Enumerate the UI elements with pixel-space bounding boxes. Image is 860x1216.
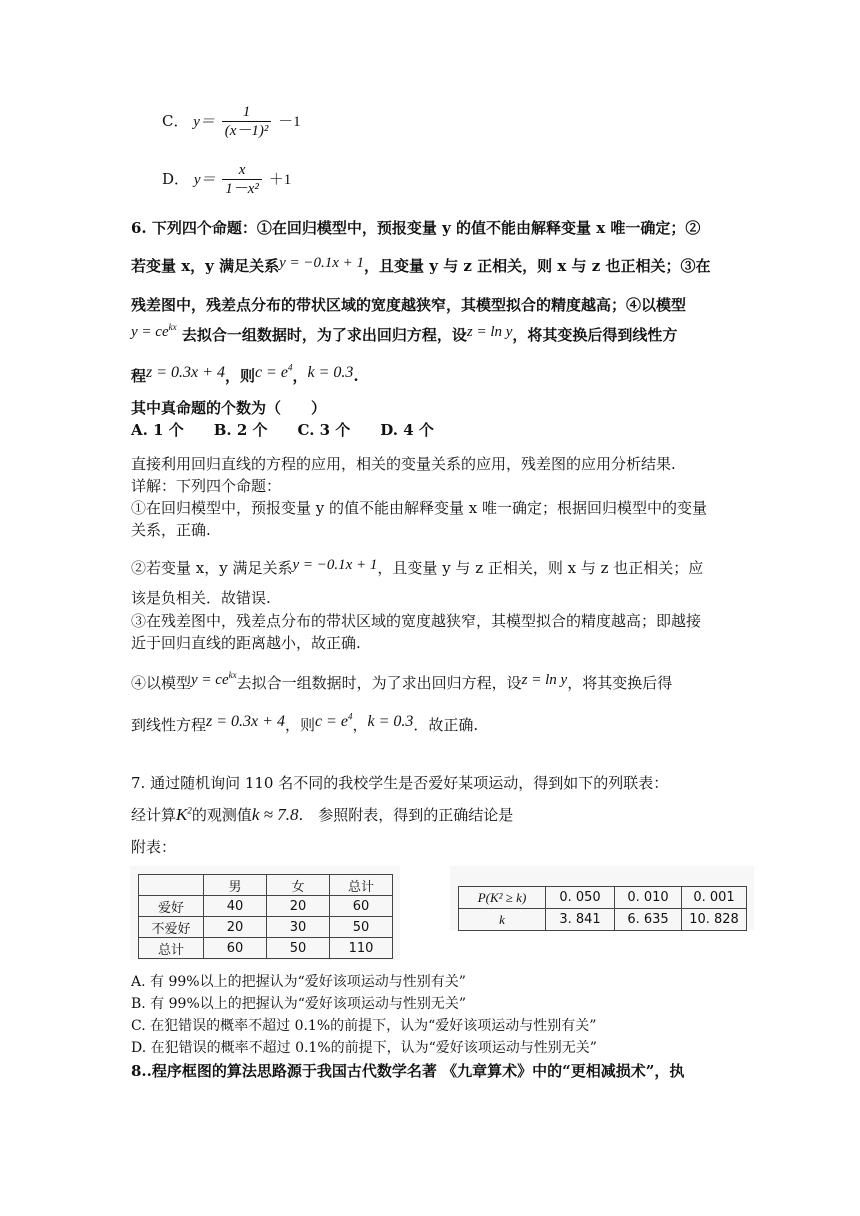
sol6-s8: 近于回归直线的距离越小，故正确.	[131, 634, 361, 652]
q7-l2b: 的观测值	[191, 806, 252, 824]
table-row	[459, 909, 747, 931]
q6-line-1: 6. 下列四个命题：①在回归模型中，预报变量 y 的值不能由解释变量 x 唯一确定；②	[131, 219, 701, 237]
table-cell: 0. 010	[615, 887, 682, 909]
table-cell: 女	[267, 875, 330, 896]
table-row	[139, 896, 393, 917]
critical-value-table	[458, 886, 747, 931]
table-cell: 60	[204, 938, 267, 959]
table-cell: P(K² ≥ k)	[459, 887, 546, 909]
table-cell: 20	[267, 896, 330, 917]
q7-k2-base: K	[176, 805, 188, 824]
table-cell: 总计	[330, 875, 393, 896]
sol6-s1: 直接利用回归直线的方程的应用，相关的变量关系的应用，残差图的应用分析结果.	[131, 455, 676, 473]
sol6-eq-linear: z = 0.3x + 4	[206, 713, 285, 730]
q6-eq-model	[131, 324, 177, 340]
table-row	[139, 917, 393, 938]
table-cell: 60	[330, 896, 393, 917]
table-cell: 0. 001	[682, 887, 747, 909]
q6-eq-model-exp: kx	[168, 322, 177, 332]
option-c-lhs: y＝	[193, 114, 215, 130]
table-cell: 6. 635	[615, 909, 682, 931]
option-d-tail: ＋1	[268, 172, 292, 188]
sol6-s9	[131, 670, 673, 694]
sol6-s7: ③在残差图中，残差点分布的带状区域的宽度越狭窄，其模型拟合的精度越高；即越接	[131, 612, 702, 630]
sol6-s9a: ④以模型	[131, 674, 192, 692]
sol6-s2: 详解：下列四个命题：	[131, 477, 282, 495]
option-c-tail: －1	[278, 114, 301, 130]
q6-l5a: 程	[131, 367, 147, 385]
sol6-s10d: ．故正确.	[413, 716, 479, 734]
q7-k-approx: k ≈ 7.8	[251, 805, 299, 824]
q6-eq-model-base: y = ce	[131, 324, 169, 340]
q6-l2b: ，且变量 y 与 z 正相关，则 x 与 z 也正相关；③在	[364, 257, 711, 275]
q7-l2c: . 参照附表，得到的正确结论是	[298, 806, 514, 824]
q6-l4a: 去拟合一组数据时，为了求出回归方程，设	[181, 326, 467, 344]
option-d-label: D．	[162, 170, 190, 188]
table-cell: 50	[330, 917, 393, 938]
sol6-eq-c-base: c = e	[314, 713, 348, 730]
option-c-denominator: (x－1)²	[222, 121, 272, 140]
table-cell: 3. 841	[546, 909, 615, 931]
q6-l5d: .	[353, 367, 359, 385]
sol6-eq-model-base: y = ce	[191, 672, 229, 688]
q6-l2a: 若变量 x，y 满足关系	[131, 257, 280, 275]
q6-eq-c-exp: 4	[287, 362, 293, 373]
q7-option-c: C. 在犯错误的概率不超过 0.1%的前提下，认为“爱好该项运动与性别有关”	[131, 1018, 597, 1034]
sol6-eq-model-exp: kx	[228, 670, 237, 680]
q6-choices: A. 1 个 B. 2 个 C. 3 个 D. 4 个	[131, 421, 434, 439]
q6-eq-k: k = 0.3	[307, 364, 354, 381]
q7-l2a: 经计算	[131, 806, 177, 824]
sol6-eq-c-exp: 4	[347, 711, 353, 722]
q6-line-5	[131, 362, 359, 387]
table-cell: 30	[267, 917, 330, 938]
q7-option-a: A. 有 99%以上的把握认为“爱好该项运动与性别有关”	[131, 974, 466, 990]
q6-line-2	[131, 256, 711, 277]
table-cell: 10. 828	[682, 909, 747, 931]
table-cell: 20	[204, 917, 267, 938]
sol6-s10a: 到线性方程	[131, 716, 207, 734]
sol6-eq-c	[315, 713, 353, 730]
table-cell: 40	[204, 896, 267, 917]
table-row	[139, 875, 393, 896]
q6-eq-y: y = −0.1x + 1	[279, 255, 365, 271]
table-cell: 不爱好	[139, 917, 204, 938]
q8-line-1: 8..程序框图的算法思路源于我国古代数学名著 《九章算术》中的“更相减损术”，执	[131, 1062, 685, 1080]
sol6-s3: ①在回归模型中，预报变量 y 的值不能由解释变量 x 唯一确定；根据回归模型中的变量	[131, 499, 708, 517]
sol6-s10c: ，	[352, 716, 368, 734]
option-d	[162, 162, 291, 198]
option-d-numerator: x	[238, 162, 246, 178]
sol6-s9c: ，将其变换后得	[567, 674, 673, 692]
option-c-label: C．	[162, 112, 189, 130]
option-d-fraction	[222, 162, 262, 198]
q6-eq-z: z = ln y	[466, 324, 513, 340]
q7-line-3: 附表：	[131, 838, 177, 856]
sol6-eq-y: y = −0.1x + 1	[292, 557, 378, 573]
sol6-s5a: ②若变量 x，y 满足关系	[131, 559, 293, 577]
table-row	[459, 887, 747, 909]
option-c	[162, 104, 301, 140]
table-cell: 爱好	[139, 896, 204, 917]
q7-k2	[176, 805, 192, 824]
table-cell: 男	[204, 875, 267, 896]
sol6-s10	[131, 711, 479, 736]
q6-eq-linear: z = 0.3x + 4	[146, 364, 225, 381]
option-d-denominator: 1－x²	[222, 179, 262, 198]
table-cell: 总计	[139, 938, 204, 959]
q6-l5c: ，	[292, 367, 308, 385]
table-cell: 110	[330, 938, 393, 959]
q6-line-4	[131, 322, 678, 346]
sol6-eq-model	[191, 672, 237, 688]
sol6-s5b: ，且变量 y 与 z 正相关，则 x 与 z 也正相关；应	[377, 559, 704, 577]
contingency-table	[138, 874, 393, 959]
q6-l4b: ，将其变换后得到线性方	[512, 326, 678, 344]
q6-ask: 其中真命题的个数为（ ）	[131, 399, 327, 417]
table-cell	[139, 875, 204, 896]
sol6-s10b: ，则	[284, 716, 315, 734]
option-d-lhs: y＝	[193, 172, 216, 188]
q7-line-1: 7. 通过随机询问 110 名不同的我校学生是否爱好某项运动，得到如下的列联表：	[131, 774, 669, 792]
q7-k2-exp: 2	[187, 805, 192, 816]
q7-option-b: B. 有 99%以上的把握认为“爱好该项运动与性别无关”	[131, 996, 467, 1012]
sol6-s5	[131, 558, 703, 579]
q6-eq-c-base: c = e	[254, 364, 288, 381]
q6-l5b: ，则	[224, 367, 255, 385]
option-c-numerator: 1	[242, 104, 251, 120]
sol6-s9b: 去拟合一组数据时，为了求出回归方程，设	[236, 674, 522, 692]
q6-eq-c	[255, 364, 293, 381]
sol6-s6: 该是负相关．故错误.	[131, 589, 271, 607]
option-c-fraction	[222, 104, 272, 140]
table-cell: k	[459, 909, 546, 931]
table-cell: 0. 050	[546, 887, 615, 909]
table-row	[139, 938, 393, 959]
q7-option-d: D. 在犯错误的概率不超过 0.1%的前提下，认为“爱好该项运动与性别无关”	[131, 1040, 597, 1056]
q6-line-3: 残差图中，残差点分布的带状区域的宽度越狭窄，其模型拟合的精度越高；④以模型	[131, 296, 687, 314]
table-cell: 50	[267, 938, 330, 959]
sol6-s4: 关系，正确.	[131, 521, 211, 539]
q7-line-2	[131, 805, 513, 825]
sol6-eq-z: z = ln y	[521, 672, 568, 688]
sol6-eq-k: k = 0.3	[367, 713, 414, 730]
